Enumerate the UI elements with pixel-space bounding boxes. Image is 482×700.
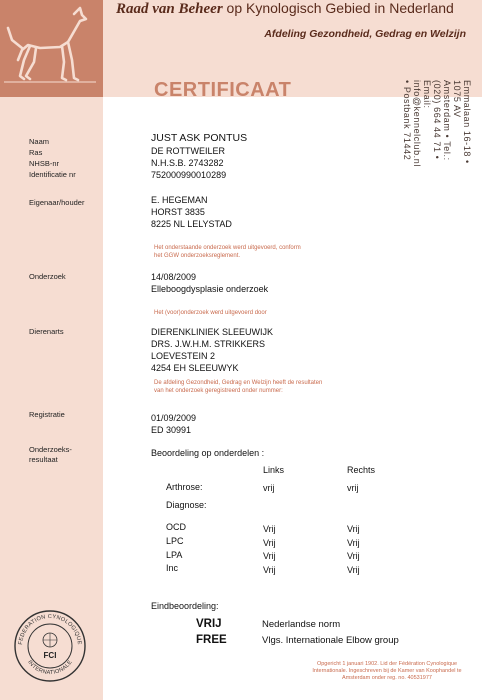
- diagnose-name: Inc: [166, 563, 179, 573]
- greyhound-logo-icon: [0, 0, 103, 97]
- diagnose-label: Diagnose:: [166, 500, 207, 510]
- label-resultaat-2: resultaat: [29, 455, 58, 464]
- label-registratie: Registratie: [29, 410, 65, 419]
- owner-street: HORST 3835: [151, 207, 205, 217]
- results-heading: Beoordeling op onderdelen :: [151, 448, 265, 458]
- results-col-right: Rechts: [347, 465, 376, 475]
- diagnose-right: Vrij: [347, 565, 360, 575]
- organization-name-italic: Raad van Beheer: [116, 1, 223, 17]
- diagnose-left: Vrij: [263, 524, 276, 534]
- dog-breed: DE ROTTWEILER: [151, 146, 226, 156]
- diagnose-right: Vrij: [347, 524, 360, 534]
- diagnose-left: Vrij: [263, 565, 276, 575]
- note-onderzoek-2: het GGW onderzoeksreglement.: [154, 253, 241, 259]
- seal-text-bottom: INTERNATIONALE: [26, 659, 74, 677]
- dog-chip-id: 752000990010289: [151, 170, 227, 180]
- contact-info-vertical: [402, 80, 475, 680]
- label-dierenarts: Dierenarts: [29, 327, 64, 336]
- fci-seal: [12, 608, 88, 684]
- label-nhsb: NHSB-nr: [29, 159, 60, 168]
- results-col-left: Links: [263, 465, 285, 475]
- diagnose-name: LPA: [166, 550, 183, 560]
- note-dierenarts: Het (voor)onderzoek werd uitgevoerd door: [154, 310, 267, 316]
- label-onderzoek: Onderzoek: [29, 272, 66, 281]
- dog-nhsb: N.H.S.B. 2743282: [151, 158, 224, 168]
- note-onderzoek-1: Het onderstaande onderzoek werd uitgevoerd, conform: [154, 245, 301, 251]
- label-resultaat-1: Onderzoeks-: [29, 445, 72, 454]
- vet-street: LOEVESTEIN 2: [151, 351, 216, 361]
- arthrose-label: Arthrose:: [166, 482, 203, 492]
- diagnose-right: Vrij: [347, 538, 360, 548]
- diagnose-name: OCD: [166, 522, 186, 532]
- diagnose-right: Vrij: [347, 551, 360, 561]
- label-ras: Ras: [29, 148, 43, 157]
- registration-number: ED 30991: [151, 425, 192, 435]
- organization-name-rest: op Kynologisch Gebied in Nederland: [222, 0, 454, 16]
- vet-clinic: DIERENKLINIEK SLEEUWIJK: [151, 327, 274, 337]
- seal-center-text: FCI: [43, 651, 57, 660]
- dog-name: JUST ASK PONTUS: [151, 132, 248, 144]
- department-name: Afdeling Gezondheid, Gedrag en Welzijn: [264, 28, 466, 40]
- note-registratie-1: De afdeling Gezondheid, Gedrag en Welzijn heeft de resultaten: [154, 380, 323, 386]
- exam-date: 14/08/2009: [151, 272, 197, 282]
- arthrose-left: vrij: [263, 483, 275, 493]
- owner-name: E. HEGEMAN: [151, 195, 208, 205]
- vet-name: DRS. J.W.H.M. STRIKKERS: [151, 339, 266, 349]
- final-desc-int: Vlgs. Internationale Elbow group: [262, 635, 399, 646]
- final-verdict-int: FREE: [196, 634, 227, 646]
- fci-seal-icon: [12, 608, 88, 684]
- diagnose-left: Vrij: [263, 551, 276, 561]
- vet-city: 4254 EH SLEEUWYK: [151, 363, 239, 373]
- owner-city: 8225 NL LELYSTAD: [151, 219, 232, 229]
- diagnose-left: Vrij: [263, 538, 276, 548]
- final-label: Eindbeoordeling:: [151, 601, 219, 611]
- label-naam: Naam: [29, 137, 50, 146]
- exam-type: Elleboogdysplasie onderzoek: [151, 284, 269, 294]
- arthrose-right: vrij: [347, 483, 359, 493]
- contact-info-text: Emmalaan 16-18 • 1075 AV Amsterdam • Tel.: (020) 664 44 71 • Email: info@kennelclub.nl • Postbank 71442: [402, 80, 472, 167]
- seal-text-top: FEDERATION CYNOLOGIQUE: [17, 613, 83, 646]
- label-eigenaar: Eigenaar/houder: [29, 198, 85, 207]
- final-verdict-nl: VRIJ: [196, 618, 222, 630]
- diagnose-name: LPC: [166, 536, 184, 546]
- organization-name: [116, 0, 454, 18]
- footer-note: Opgericht 1 januari 1902. Lid der Fédération Cynologique Internationale. Ingeschreven bij de Kamer van Koophandel te Amsterdam onder reg. no. 40531977: [312, 661, 462, 681]
- label-identificatie: Identificatie nr: [29, 170, 76, 179]
- registration-date: 01/09/2009: [151, 413, 197, 423]
- final-desc-nl: Nederlandse norm: [262, 619, 341, 630]
- note-registratie-2: van het onderzoek geregistreerd onder nummer:: [154, 388, 283, 394]
- left-sidebar-band: [0, 0, 103, 700]
- header-logo-block: [0, 0, 103, 97]
- certificate-title: CERTIFICAAT: [154, 79, 292, 101]
